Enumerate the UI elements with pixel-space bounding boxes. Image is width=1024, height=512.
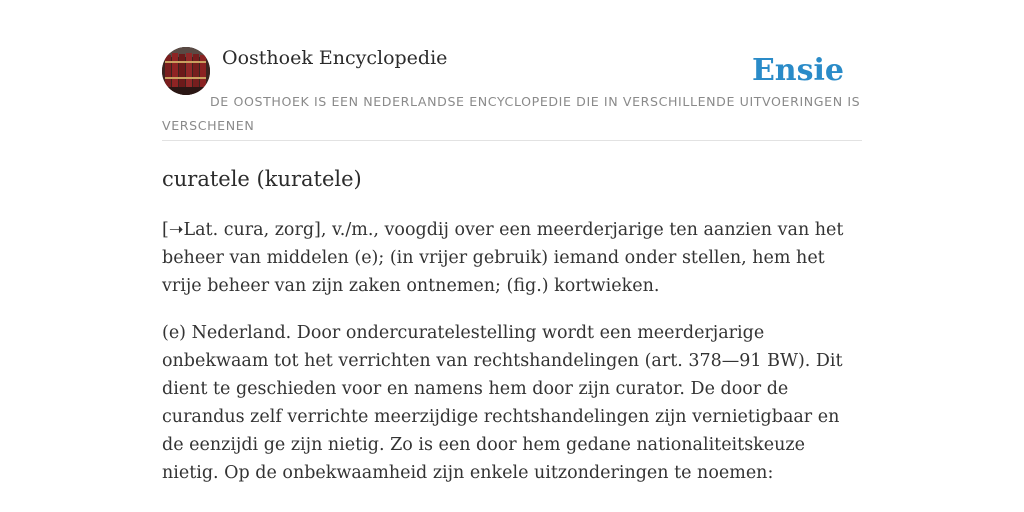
article-paragraph: (e) Nederland. Door ondercuratelestelling wordt een meerderjarige onbekwaam tot het verrichten van rechtshandelingen (art. 378—91 BW). Dit dient te geschieden voor en namens hem door zijn curator. De door de curandus zelf verrichte meerzijdige rechtshandelingen zijn vernietigbaar en de eenzijdi ge zijn nietig. Zo is een door hem gedane nationaliteitskeuze nietig. Op de onbekwaamheid zijn enkele uitzonderingen te noemen: [162, 323, 843, 483]
encyclopedia-books-icon[interactable] [162, 47, 210, 95]
site-title[interactable]: Oosthoek Encyclopedie [222, 47, 448, 69]
brand-logo[interactable]: Ensie [751, 53, 844, 88]
article-paragraph: [➝Lat. cura, zorg], v./m., voogdij over een meerderjarige ten aanzien van het beheer van middelen (e); (in vrijer gebruik) iemand onder stellen, hem het vrije beheer van zijn zaken ontnemen; (fig.) kortwieken. [162, 220, 844, 296]
site-tagline: DE OOSTHOEK IS EEN NEDERLANDSE ENCYCLOPEDIE DIE IN VERSCHILLENDE UITVOERINGEN IS VERSCHENEN [162, 94, 861, 133]
site-header [162, 46, 862, 141]
article [162, 164, 862, 487]
entry-title: curatele (kuratele) [162, 167, 362, 191]
